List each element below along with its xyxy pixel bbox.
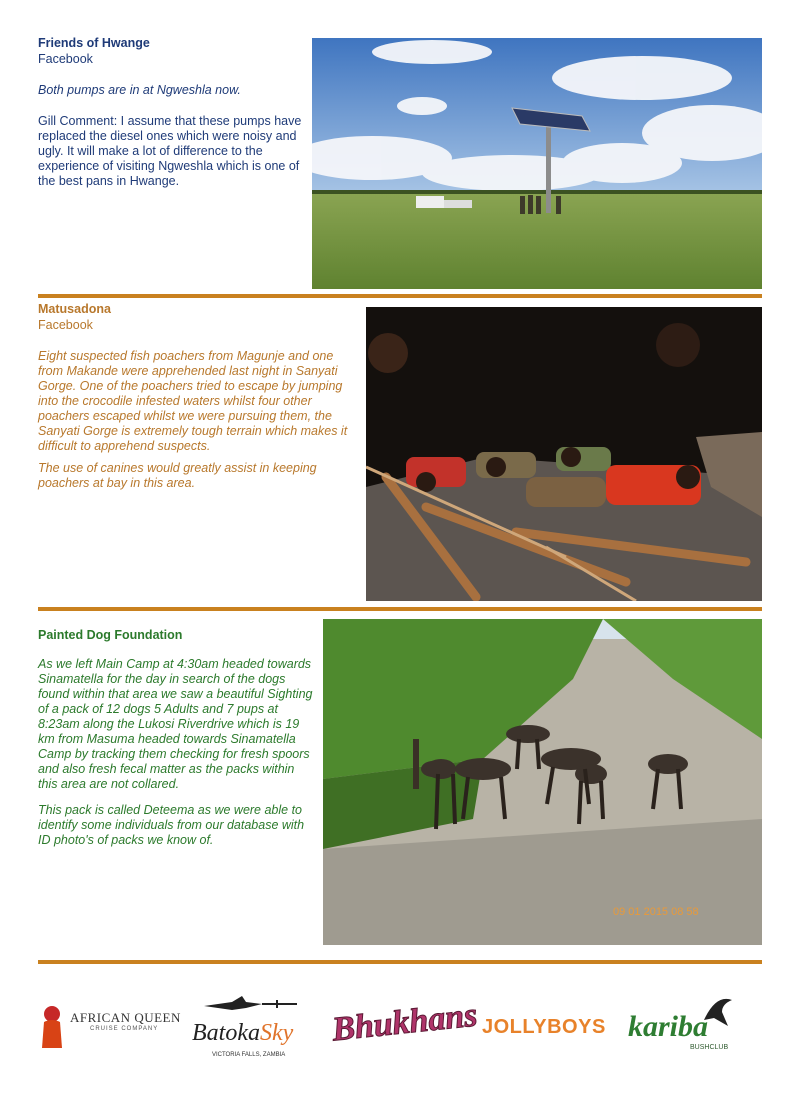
poachers-photo (366, 307, 762, 601)
african-queen-emblem-icon (38, 1004, 66, 1050)
batoka-word: Batoka (192, 1020, 260, 1046)
batoka-sky-location: VICTORIA FALLS, ZAMBIA (212, 1052, 286, 1058)
solar-pump-photo (312, 38, 762, 289)
post-text: The use of canines would greatly assist in keeping poachers at bay in this area. (38, 461, 317, 490)
post-text: As we left Main Camp at 4:30am headed towards Sinamatella for the day in search of the dogs found within that area we saw a beautiful Sighting of a pack of 12 dogs 5 Adults and 7 pups at 8:23am along the Lukosi Riverdrive which is 19 km from Masuma headed towards Sinamatella Camp by tracking them checking for fresh spoors and also fresh fecal matter as the packs within this area are not collared. (38, 657, 313, 791)
batoka-sky-wordmark (192, 1020, 293, 1047)
bhukhans-logo: Bhukhans (330, 996, 480, 1049)
bushclub-tagline: BUSHCLUB (690, 1044, 729, 1051)
african-queen-tagline: CRUISE COMPANY (90, 1026, 159, 1032)
batoka-sky-logo (192, 994, 322, 1064)
section-title-painted-dog-foundation: Painted Dog Foundation (38, 628, 183, 642)
section-divider (38, 960, 762, 964)
section-title-friends-of-hwange: Friends of Hwange (38, 36, 150, 50)
section-divider (38, 607, 762, 611)
photo-date-stamp: 09 01 2015 08 58 (613, 906, 699, 918)
post-text: This pack is called Deteema as we were able to identify some individuals from our database with ID photo's of packs we know of. (38, 803, 305, 847)
post-text: Eight suspected fish poachers from Magunje and one from Makande were apprehended last night in Sanyati Gorge. One of the poachers tried to escape by jumping into the crocodile infested waters whilst four other poachers escaped whilst we were pursuing them, the Sanyati Gorge is extremely tough terrain which makes it difficult to apprehend suspects. (38, 349, 348, 453)
painted-dogs-photo (323, 619, 762, 945)
kariba-bushclub-logo (628, 990, 758, 1062)
sky-word: Sky (259, 1020, 294, 1046)
kariba-wordmark: kariba (628, 1010, 709, 1043)
section-divider (38, 294, 762, 298)
aircraft-icon (202, 994, 302, 1016)
jollyboys-logo: JOLLYBOYS (482, 1016, 606, 1038)
section-title-matusadona: Matusadona (38, 302, 111, 316)
african-queen-logo (38, 1004, 188, 1052)
comment-text: Gill Comment: I assume that these pumps have replaced the diesel ones which were noisy and ugly. It will make a lot of difference to the experience of visiting Ngweshla which is one of the best pans in Hwange. (38, 114, 302, 188)
section-source: Facebook (38, 52, 93, 66)
section-source: Facebook (38, 318, 93, 332)
post-text: Both pumps are in at Ngweshla now. (38, 83, 241, 97)
african-queen-name: AFRICAN QUEEN (70, 1010, 181, 1025)
